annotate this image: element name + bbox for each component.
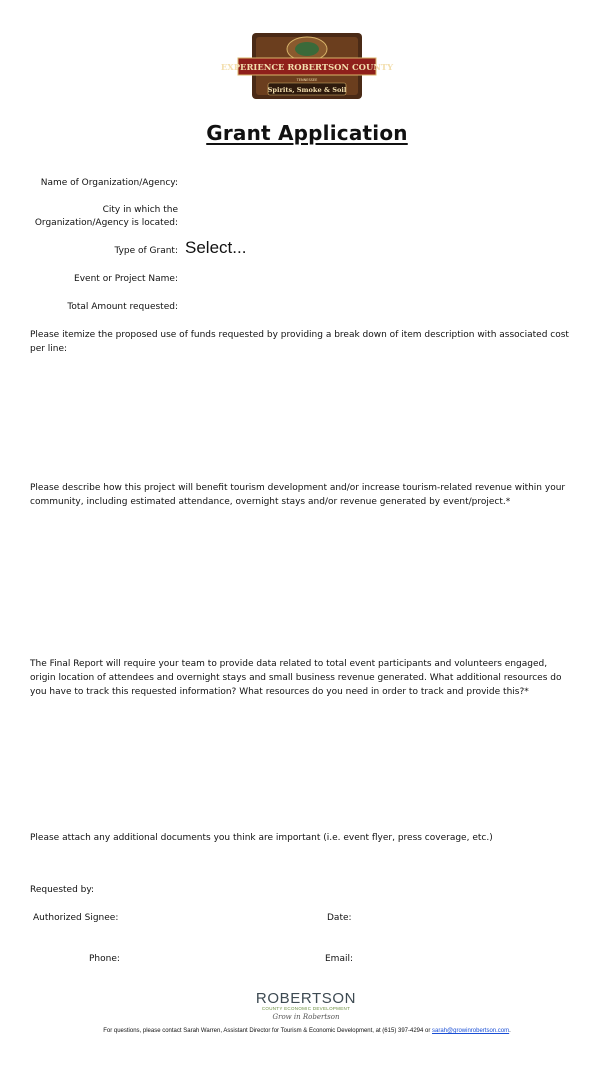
grant-type-label: Type of Grant:	[114, 246, 178, 256]
logo-top-text: EXPERIENCE ROBERTSON COUNTY	[220, 62, 394, 72]
page-title: Grant Application	[206, 121, 408, 145]
experience-robertson-county-logo	[220, 31, 394, 101]
email-label: Email:	[325, 954, 354, 964]
footer-note-text: For questions, please contact Sarah Warren, Assistant Director for Tourism & Economic Development, at (615) 397-4294 or	[103, 1028, 431, 1034]
date-label: Date:	[327, 913, 352, 923]
logo-graphic	[220, 31, 394, 101]
event-name-label: Event or Project Name:	[74, 274, 178, 284]
footer-logo-tagline: Grow in Robertson	[272, 1013, 340, 1021]
city-label: City in which the Organization/Agency is located:	[34, 205, 178, 228]
final-report-question: The Final Report will require your team to provide data related to total event participants and volunteers engaged, origin location of attendees and overnight stays and small business revenue generated. What additional resources do you have to track this requested information? What resources do you need in order to track and provide this?*	[30, 659, 562, 697]
tourism-benefit-answer[interactable]	[30, 512, 570, 647]
footer-logo-subtitle: COUNTY ECONOMIC DEVELOPMENT	[261, 1006, 351, 1011]
organization-label: Name of Organization/Agency:	[40, 178, 178, 188]
funds-itemize-question: Please itemize the proposed use of funds requested by providing a break down of item description with associated cost per line:	[30, 330, 569, 354]
robertson-economic-development-logo	[253, 990, 359, 1028]
funds-itemize-answer[interactable]	[30, 360, 570, 470]
final-report-answer[interactable]	[30, 702, 570, 822]
footer-logo-name: ROBERTSON	[255, 990, 357, 1007]
contact-email-link[interactable]: sarah@growinrobertson.com	[432, 1028, 510, 1034]
attachments-question: Please attach any additional documents you think are important (i.e. event flyer, press coverage, etc.)	[30, 833, 493, 843]
logo-middle-text: TENNESSEE	[296, 78, 318, 82]
grant-type-select[interactable]: Select...	[185, 238, 247, 257]
footer-note-end: .	[509, 1028, 511, 1034]
footer-contact-note	[0, 1028, 614, 1034]
authorized-signee-label: Authorized Signee:	[33, 913, 119, 923]
phone-label: Phone:	[89, 954, 120, 964]
amount-label: Total Amount requested:	[67, 302, 178, 312]
requested-by-label: Requested by:	[30, 885, 95, 895]
tourism-benefit-question: Please describe how this project will benefit tourism development and/or increase tourism-related revenue within your community, including estimated attendance, overnight stays and/or revenue generated by event/project.*	[30, 483, 566, 507]
logo-emblem-center	[295, 42, 319, 56]
logo-bottom-text: Spirits, Smoke & Soil	[267, 86, 347, 94]
